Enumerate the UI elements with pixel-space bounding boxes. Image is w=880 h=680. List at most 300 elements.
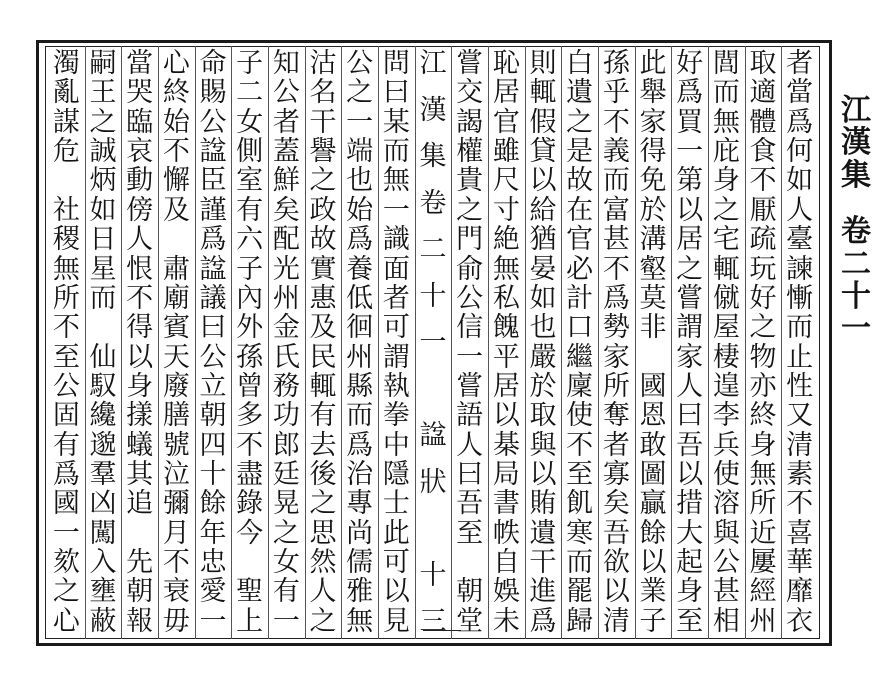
glyph: 此: [382, 517, 410, 549]
glyph: 中: [382, 429, 410, 461]
text-column: [159, 50, 194, 635]
glyph: 㨾: [126, 400, 154, 432]
glyph: 俞: [456, 253, 484, 285]
glyph: 嚴: [529, 341, 557, 373]
glyph: 養: [346, 253, 374, 285]
glyph: 寡: [602, 459, 630, 491]
glyph: 子: [639, 605, 667, 637]
glyph: 而: [712, 77, 740, 109]
glyph: 性: [786, 370, 814, 402]
glyph: 以: [529, 459, 557, 491]
glyph: 語: [456, 400, 484, 432]
glyph: 一: [841, 311, 871, 347]
glyph: 孫: [602, 48, 630, 79]
glyph: 十: [841, 278, 871, 314]
glyph: 固: [52, 400, 80, 432]
glyph: 仙: [89, 341, 117, 373]
glyph: 無: [382, 165, 410, 197]
glyph: 絶: [492, 224, 520, 256]
glyph: 哀: [126, 136, 154, 168]
glyph: 愛: [199, 576, 227, 608]
glyph: 毋: [162, 605, 190, 637]
column-rule: [121, 46, 122, 639]
glyph: 家: [676, 341, 704, 373]
glyph: 非: [639, 312, 667, 344]
glyph: 而: [786, 312, 814, 344]
glyph: 信: [456, 312, 484, 344]
glyph: 某: [382, 106, 410, 138]
glyph: 李: [712, 400, 740, 432]
glyph: 及: [309, 312, 337, 344]
glyph: 遺: [566, 77, 594, 109]
glyph: 壑: [639, 253, 667, 285]
glyph: 所: [749, 488, 777, 520]
glyph: 曰: [382, 77, 410, 109]
text-column: [636, 50, 671, 635]
glyph: 聖: [236, 576, 264, 608]
glyph: 不: [786, 488, 814, 520]
glyph: [135, 520, 144, 547]
glyph: 賓: [162, 312, 190, 344]
glyph: 有: [236, 194, 264, 226]
column-rule: [525, 46, 526, 639]
glyph: 四: [199, 429, 227, 461]
column-rule: [598, 46, 599, 639]
glyph: 圖: [639, 459, 667, 491]
glyph: 恨: [126, 253, 154, 285]
glyph: 無: [749, 459, 777, 491]
glyph: 年: [199, 517, 227, 549]
glyph: 之: [52, 576, 80, 608]
glyph: 業: [639, 576, 667, 608]
glyph: 女: [236, 106, 264, 138]
glyph: 肅: [162, 253, 190, 285]
glyph: 故: [309, 224, 337, 256]
glyph: 無: [346, 605, 374, 637]
glyph: 議: [199, 282, 227, 314]
glyph: 給: [529, 194, 557, 226]
glyph: 近: [749, 517, 777, 549]
glyph: 星: [89, 253, 117, 285]
glyph: 後: [309, 459, 337, 491]
glyph: 之: [676, 253, 704, 285]
glyph: 僦: [712, 282, 740, 314]
glyph: 貸: [529, 136, 557, 168]
glyph: 端: [346, 136, 374, 168]
glyph: 女: [272, 547, 300, 579]
glyph: 及: [162, 194, 190, 226]
glyph: 廟: [162, 282, 190, 314]
glyph: 進: [529, 576, 557, 608]
text-column: [122, 50, 157, 635]
glyph: 鮮: [272, 165, 300, 197]
glyph: 動: [126, 165, 154, 197]
glyph: 奪: [602, 400, 630, 432]
glyph: 平: [492, 341, 520, 373]
glyph: 朝: [199, 400, 227, 432]
glyph: 一: [199, 605, 227, 637]
glyph: 今: [236, 517, 264, 549]
glyph: 者: [602, 429, 630, 461]
glyph: 漢: [419, 94, 447, 126]
glyph: 誠: [89, 136, 117, 168]
glyph: 不: [566, 429, 594, 461]
glyph: 室: [236, 165, 264, 197]
glyph: [851, 192, 861, 216]
glyph: 馭: [89, 370, 117, 402]
glyph: 則: [529, 48, 557, 79]
glyph: 以: [676, 194, 704, 226]
glyph: 不: [126, 282, 154, 314]
glyph: 爲: [529, 605, 557, 637]
glyph: 嘗: [676, 282, 704, 314]
glyph: 所: [52, 282, 80, 314]
glyph: 靡: [786, 576, 814, 608]
glyph: [649, 344, 658, 371]
glyph: 與: [529, 429, 557, 461]
glyph: 華: [786, 547, 814, 579]
column-rule: [671, 46, 672, 639]
glyph: 者: [382, 282, 410, 314]
glyph: 甚: [602, 224, 630, 256]
glyph: 見: [382, 605, 410, 637]
glyph: 實: [309, 253, 337, 285]
glyph: 問: [382, 48, 410, 79]
glyph: 諡: [199, 253, 227, 285]
text-column: [86, 50, 121, 635]
glyph: 一: [382, 194, 410, 226]
glyph: 也: [346, 165, 374, 197]
glyph: 光: [272, 253, 300, 285]
glyph: 朝: [456, 576, 484, 608]
glyph: 識: [382, 224, 410, 256]
column-rule: [341, 46, 342, 639]
glyph: 而: [602, 165, 630, 197]
glyph: 好: [749, 282, 777, 314]
glyph: 集: [419, 141, 447, 172]
glyph: 沽: [309, 48, 337, 79]
glyph: 勢: [602, 312, 630, 344]
glyph: 配: [272, 224, 300, 256]
glyph: 尺: [492, 165, 520, 197]
glyph: 諫: [786, 253, 814, 285]
glyph: 立: [199, 370, 227, 402]
glyph: 朝: [126, 576, 154, 608]
glyph: 諡: [199, 136, 227, 168]
glyph: 人: [786, 194, 814, 226]
glyph: 爲: [52, 459, 80, 491]
glyph: 飢: [566, 488, 594, 520]
glyph: 徊: [346, 312, 374, 344]
glyph: 輒: [529, 77, 557, 109]
glyph: 公: [52, 370, 80, 402]
glyph: 不: [236, 429, 264, 461]
glyph: 是: [566, 136, 594, 168]
text-column: [526, 50, 561, 635]
glyph: 身: [676, 576, 704, 608]
glyph: 晏: [529, 253, 557, 285]
glyph: 止: [786, 341, 814, 373]
glyph: 得: [126, 312, 154, 344]
glyph: 不: [602, 106, 630, 138]
glyph: 終: [749, 400, 777, 432]
column-rule: [305, 46, 306, 639]
column-rule: [451, 46, 452, 639]
glyph: 一: [52, 517, 80, 549]
glyph: 王: [89, 77, 117, 109]
column-rule: [158, 46, 159, 639]
glyph: 泣: [162, 459, 190, 491]
glyph: 臨: [126, 106, 154, 138]
glyph: 免: [639, 165, 667, 197]
glyph: 得: [639, 136, 667, 168]
glyph: 危: [52, 136, 80, 168]
glyph: 人: [126, 224, 154, 256]
glyph: 臺: [786, 224, 814, 256]
glyph: 十: [419, 559, 447, 591]
glyph: 彌: [162, 488, 190, 520]
glyph: 屋: [712, 312, 740, 344]
glyph: 有: [309, 400, 337, 432]
glyph: 集: [841, 157, 871, 193]
glyph: 交: [456, 77, 484, 109]
glyph: 物: [749, 341, 777, 373]
glyph: 曾: [236, 370, 264, 402]
glyph: 者: [786, 48, 814, 79]
text-column: [196, 50, 231, 635]
glyph: 如: [89, 194, 117, 226]
text-column: [49, 50, 84, 635]
glyph: 遺: [529, 517, 557, 549]
glyph: 凶: [89, 488, 117, 520]
glyph: 爲: [676, 77, 704, 109]
glyph: 體: [749, 106, 777, 138]
glyph: 謂: [382, 341, 410, 373]
glyph: 拳: [382, 400, 410, 432]
glyph: 隱: [382, 459, 410, 491]
glyph: 以: [529, 165, 557, 197]
margin-title: [838, 95, 874, 346]
glyph: 雖: [492, 136, 520, 168]
glyph: 廢: [162, 370, 190, 402]
glyph: 矣: [272, 194, 300, 226]
glyph: 哭: [126, 77, 154, 109]
column-rule: [708, 46, 709, 639]
glyph: 稷: [52, 224, 80, 256]
glyph: 白: [566, 48, 594, 79]
glyph: 卷: [419, 187, 447, 219]
glyph: 第: [676, 165, 704, 197]
glyph: 一: [272, 605, 300, 637]
glyph: 贏: [639, 488, 667, 520]
glyph: 郎: [272, 429, 300, 461]
glyph: 亂: [52, 77, 80, 109]
glyph: 報: [126, 605, 154, 637]
glyph: 懈: [162, 165, 190, 197]
text-column: [379, 50, 414, 635]
glyph: 爲: [602, 282, 630, 314]
glyph: 氏: [272, 341, 300, 373]
glyph: 歸: [566, 605, 594, 637]
glyph: 適: [749, 77, 777, 109]
glyph: 庇: [712, 136, 740, 168]
glyph: 子: [236, 253, 264, 285]
glyph: 而: [566, 547, 594, 579]
text-column: [782, 50, 817, 635]
glyph: 廷: [272, 459, 300, 491]
glyph: 以: [492, 400, 520, 432]
glyph: 局: [492, 459, 520, 491]
glyph: 買: [676, 106, 704, 138]
glyph: 玩: [749, 253, 777, 285]
glyph: 嘗: [456, 370, 484, 402]
glyph: 以: [676, 459, 704, 491]
text-column: [746, 50, 781, 635]
glyph: 以: [639, 547, 667, 579]
glyph: 衣: [786, 605, 814, 637]
text-column: [489, 50, 524, 635]
glyph: 門: [456, 224, 484, 256]
glyph: 炳: [89, 165, 117, 197]
glyph: [172, 226, 181, 253]
glyph: 尚: [346, 517, 374, 549]
glyph: 蟻: [126, 429, 154, 461]
glyph: 曰: [456, 459, 484, 491]
glyph: 書: [492, 488, 520, 520]
glyph: 食: [749, 136, 777, 168]
glyph: 州: [749, 605, 777, 637]
glyph: 曰: [199, 312, 227, 344]
glyph: 富: [602, 194, 630, 226]
glyph: 江: [419, 48, 447, 79]
glyph: 一: [346, 106, 374, 138]
glyph: 濁: [52, 48, 80, 79]
glyph: 纔: [89, 400, 117, 432]
glyph: 自: [492, 547, 520, 579]
text-column: [562, 50, 597, 635]
glyph: 命: [199, 48, 227, 79]
glyph: 而: [89, 282, 117, 314]
glyph: [99, 314, 108, 341]
column-rule: [195, 46, 196, 639]
column-rule: [488, 46, 489, 639]
glyph: 側: [236, 136, 264, 168]
glyph: 清: [786, 429, 814, 461]
glyph: 義: [602, 136, 630, 168]
glyph: 二: [236, 77, 264, 109]
glyph: 官: [566, 224, 594, 256]
glyph: 然: [309, 547, 337, 579]
glyph: 餘: [199, 488, 227, 520]
glyph: 思: [309, 517, 337, 549]
glyph: 溝: [639, 224, 667, 256]
glyph: 至: [52, 341, 80, 373]
glyph: 好: [676, 48, 704, 79]
text-column: [672, 50, 707, 635]
glyph: 執: [382, 370, 410, 402]
glyph: 錄: [236, 488, 264, 520]
glyph: 寸: [492, 194, 520, 226]
glyph: 上: [236, 605, 264, 637]
glyph: 終: [162, 77, 190, 109]
glyph: 二: [419, 234, 447, 265]
glyph: 公: [346, 48, 374, 79]
text-column: [269, 50, 304, 635]
glyph: 外: [236, 312, 264, 344]
glyph: 公: [712, 547, 740, 579]
glyph: [429, 376, 438, 403]
text-column: [416, 50, 451, 635]
glyph: 膳: [162, 400, 190, 432]
glyph: 干: [529, 547, 557, 579]
column-rule: [85, 46, 86, 639]
glyph: 有: [52, 429, 80, 461]
glyph: 名: [309, 77, 337, 109]
glyph: 餽: [492, 312, 520, 344]
glyph: 之: [566, 106, 594, 138]
glyph: 政: [309, 194, 337, 226]
glyph: 至: [456, 517, 484, 549]
glyph: 低: [346, 282, 374, 314]
glyph: 廩: [566, 370, 594, 402]
glyph: 屢: [749, 547, 777, 579]
glyph: 假: [529, 106, 557, 138]
glyph: 堂: [456, 605, 484, 637]
glyph: 多: [236, 400, 264, 432]
glyph: 儒: [346, 547, 374, 579]
glyph: 賜: [199, 77, 227, 109]
text-column: [452, 50, 487, 635]
glyph: 公: [199, 106, 227, 138]
glyph: 可: [382, 312, 410, 344]
glyph: 者: [272, 106, 300, 138]
glyph: 爲: [346, 429, 374, 461]
glyph: 邈: [89, 429, 117, 461]
glyph: 於: [639, 194, 667, 226]
glyph: 餘: [639, 517, 667, 549]
glyph: 心: [162, 48, 190, 79]
glyph: 狀: [419, 466, 447, 498]
glyph: 繼: [566, 341, 594, 373]
glyph: 一: [419, 327, 447, 358]
glyph: 何: [786, 136, 814, 168]
glyph: [429, 515, 438, 542]
glyph: 其: [126, 459, 154, 491]
glyph: 官: [492, 106, 520, 138]
glyph: 至: [566, 459, 594, 491]
glyph: 追: [126, 488, 154, 520]
column-rule: [635, 46, 636, 639]
column-rule: [561, 46, 562, 639]
glyph: 專: [346, 488, 374, 520]
glyph: 之: [272, 517, 300, 549]
glyph: 溶: [712, 488, 740, 520]
column-rule: [231, 46, 232, 639]
glyph: 居: [676, 224, 704, 256]
glyph: 壅: [89, 576, 117, 608]
glyph: 取: [749, 48, 777, 79]
glyph: 始: [346, 194, 374, 226]
glyph: 心: [52, 605, 80, 637]
glyph: 起: [676, 547, 704, 579]
column-rule: [415, 46, 416, 639]
glyph: 干: [309, 106, 337, 138]
glyph: 漢: [841, 125, 871, 161]
glyph: 清: [602, 605, 630, 637]
column-rule: [745, 46, 746, 639]
text-column: [232, 50, 267, 635]
glyph: 謂: [676, 312, 704, 344]
